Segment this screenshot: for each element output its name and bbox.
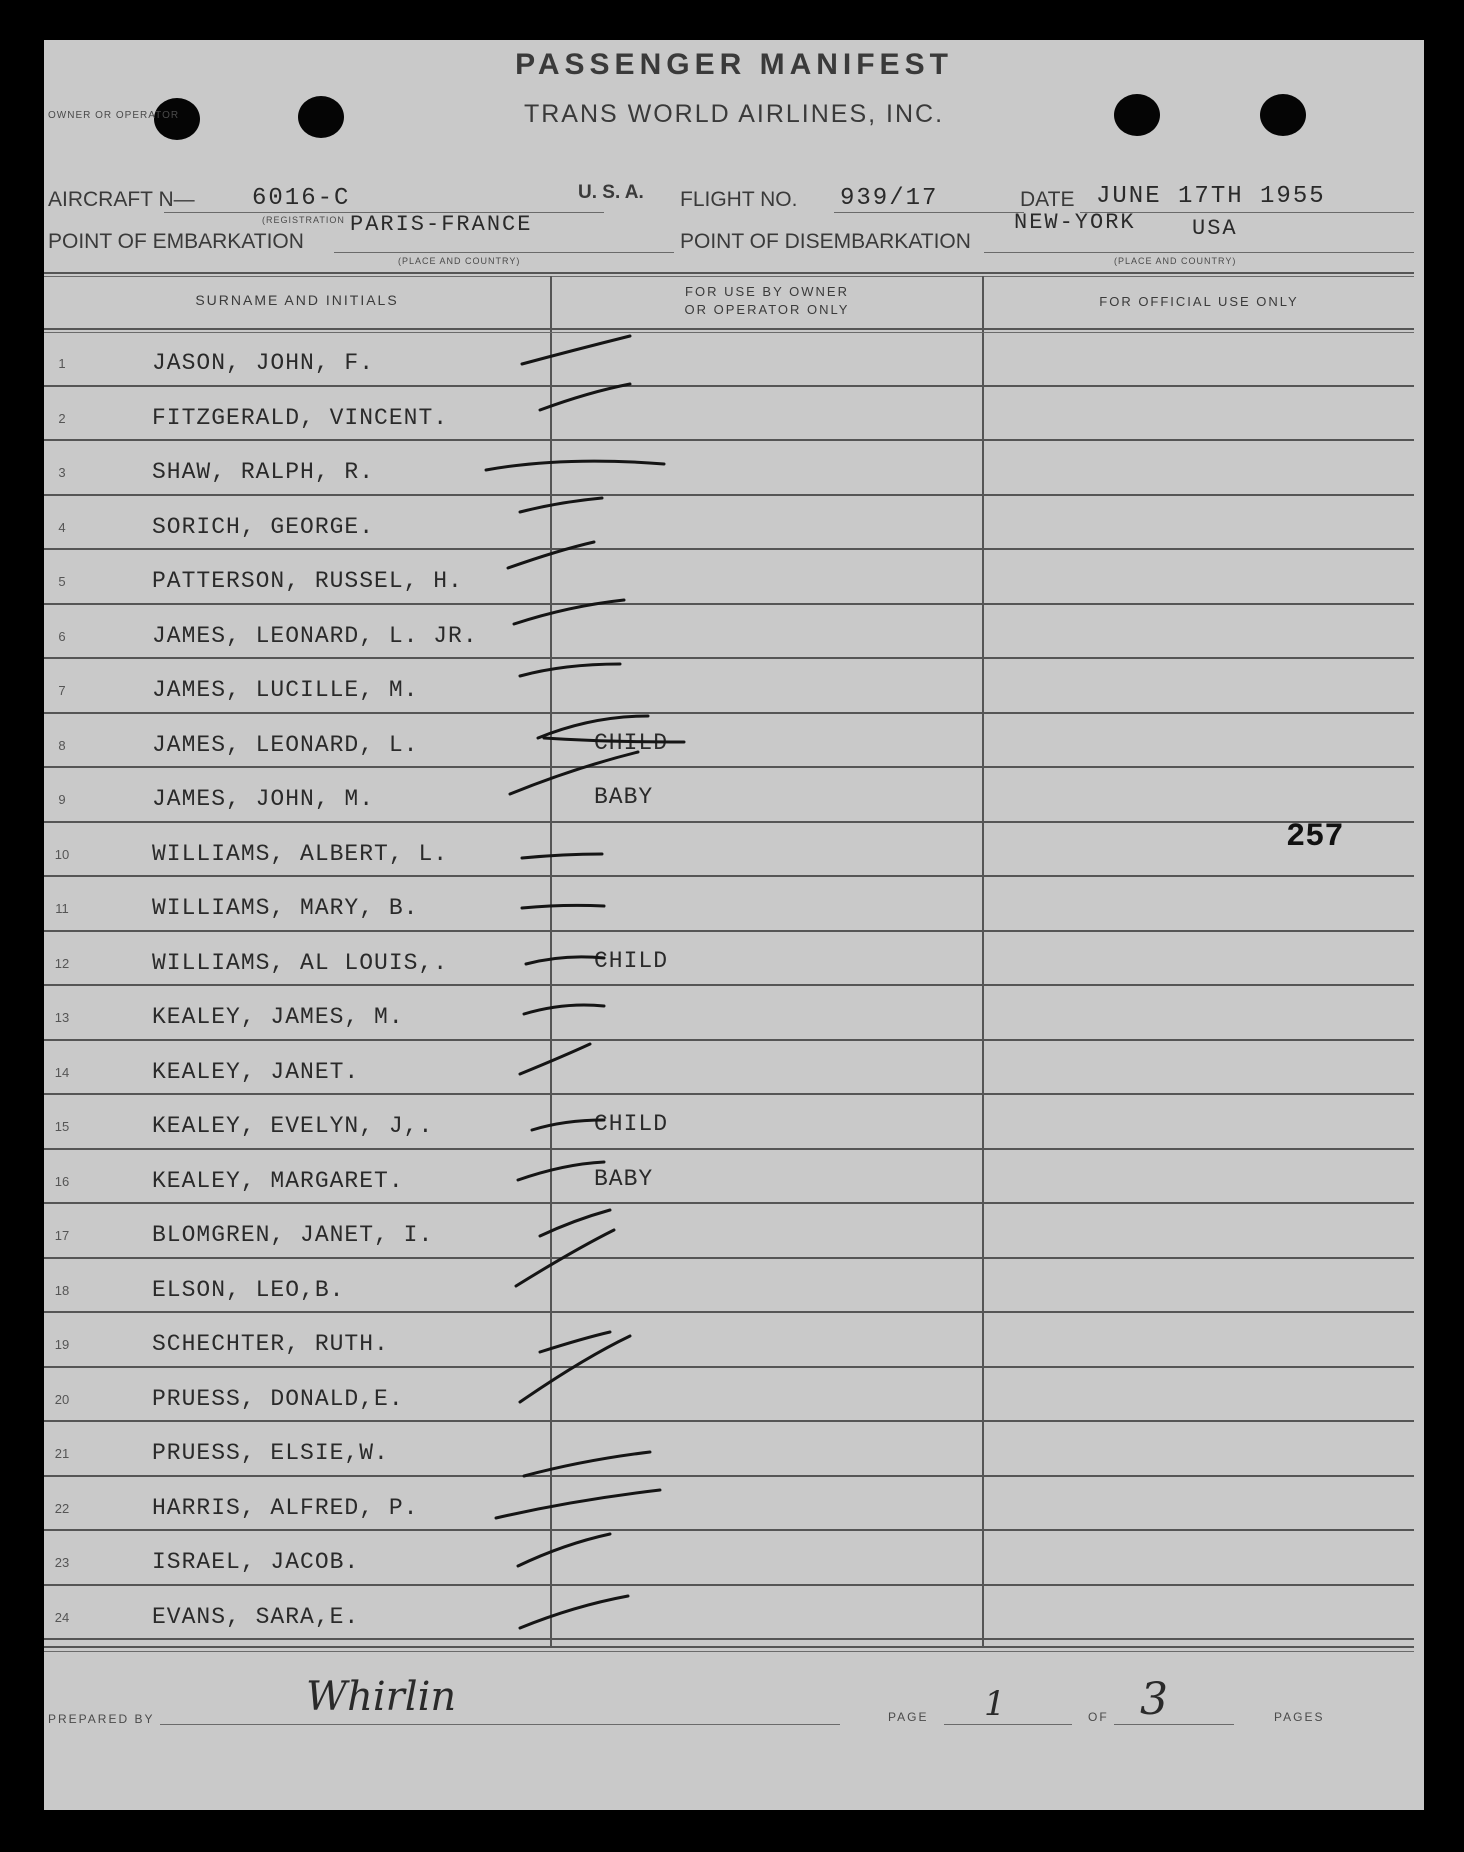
passenger-name: FITZGERALD, VINCENT.: [152, 404, 449, 431]
disembarkation-city: NEW-YORK: [1014, 210, 1136, 235]
passenger-name: HARRIS, ALFRED, P.: [152, 1494, 419, 1521]
check-mark: [522, 336, 630, 364]
row-number: 7: [58, 683, 66, 698]
passenger-note: CHILD: [594, 1111, 669, 1137]
check-mark: [520, 1044, 590, 1074]
date-label: DATE: [1020, 188, 1075, 211]
table-bottom-rule: [44, 1646, 1414, 1648]
row-number: 11: [55, 901, 69, 916]
page-underline: [944, 1724, 1072, 1725]
passenger-name: ELSON, LEO,B.: [152, 1276, 345, 1303]
column-header-owner-2: OR OPERATOR ONLY: [684, 302, 850, 317]
check-mark: [516, 1230, 614, 1286]
row-number: 24: [54, 1609, 70, 1625]
flight-value: 939/17: [840, 185, 939, 212]
registration-label: (REGISTRATION: [262, 215, 345, 225]
check-mark: [522, 854, 602, 858]
passenger-name: PRUESS, DONALD,E.: [152, 1385, 404, 1412]
check-mark: [520, 498, 602, 512]
form-title: PASSENGER MANIFEST: [515, 48, 953, 81]
owner-label: OWNER OR OPERATOR: [48, 110, 180, 121]
embarkation-label: POINT OF EMBARKATION: [48, 230, 304, 253]
check-mark: [510, 752, 638, 794]
airline-name: TRANS WORLD AIRLINES, INC.: [523, 100, 945, 128]
passenger-name: EVANS, SARA,E.: [152, 1603, 360, 1630]
passenger-note: BABY: [594, 784, 654, 810]
check-mark: [520, 1596, 628, 1628]
passenger-name: JAMES, LUCILLE, M.: [152, 677, 419, 703]
check-mark: [518, 1162, 604, 1180]
passenger-name: PATTERSON, RUSSEL, H.: [152, 568, 463, 594]
disembarkation-country: USA: [1192, 216, 1238, 241]
passenger-name: WILLIAMS, AL LOUIS,.: [152, 949, 449, 976]
row-number: 22: [54, 1500, 70, 1516]
check-marks: [44, 40, 1424, 1810]
nationality: U. S. A.: [578, 182, 644, 203]
check-mark: [518, 1534, 610, 1566]
row-number: 1: [58, 356, 66, 371]
table-bottom-rule-2: [44, 1651, 1414, 1652]
aircraft-value: 6016-C: [252, 185, 351, 212]
row-number: 6: [58, 628, 66, 644]
embarkation-value: PARIS-FRANCE: [350, 212, 533, 237]
disembarkation-place-label: (PLACE AND COUNTRY): [1114, 256, 1237, 266]
aircraft-label: AIRCRAFT N—: [48, 188, 195, 211]
row-number: 21: [54, 1446, 70, 1461]
of-value: 3: [1140, 1674, 1168, 1725]
passenger-note: CHILD: [594, 729, 669, 756]
check-mark: [522, 905, 604, 908]
passenger-name: WILLIAMS, MARY, B.: [152, 895, 419, 921]
passenger-name: WILLIAMS, ALBERT, L.: [152, 840, 449, 867]
row-number: 3: [58, 465, 66, 480]
passenger-name: KEALEY, EVELYN, J,.: [152, 1113, 434, 1139]
row-number: 9: [58, 792, 66, 807]
row-number: 10: [54, 846, 70, 862]
column-header-owner-1: FOR USE BY OWNER: [685, 284, 849, 299]
row-number: 18: [54, 1282, 70, 1298]
page-value: 1: [984, 1684, 1006, 1724]
passenger-name: KEALEY, MARGARET.: [152, 1167, 404, 1194]
row-number: 13: [54, 1010, 70, 1025]
of-label: OF: [1088, 1710, 1109, 1724]
row-number: 14: [54, 1064, 70, 1080]
passenger-name: JAMES, JOHN, M.: [152, 786, 375, 812]
row-number: 2: [58, 410, 66, 426]
check-mark: [540, 384, 630, 410]
passenger-name: BLOMGREN, JANET, I.: [152, 1222, 434, 1248]
check-mark: [514, 600, 624, 624]
row-number: 23: [54, 1555, 70, 1570]
prepared-by-underline: [160, 1724, 840, 1725]
passenger-name: SORICH, GEORGE.: [152, 513, 375, 540]
disembarkation-label: POINT OF DISEMBARKATION: [680, 230, 971, 253]
check-mark: [540, 1210, 610, 1236]
row-number: 16: [54, 1173, 70, 1189]
date-value: JUNE 17TH 1955: [1096, 183, 1326, 210]
row-number: 17: [54, 1228, 70, 1243]
check-mark: [532, 1120, 604, 1130]
prepared-by-signature: Whirlin: [306, 1674, 457, 1720]
check-mark: [544, 738, 684, 742]
passenger-note: CHILD: [594, 947, 669, 974]
passenger-name: SCHECHTER, RUTH.: [152, 1331, 389, 1357]
flight-label: FLIGHT NO.: [680, 188, 798, 211]
of-underline: [1114, 1724, 1234, 1725]
page-label: PAGE: [888, 1710, 929, 1724]
prepared-by-label: PREPARED BY: [48, 1712, 155, 1726]
check-mark: [538, 716, 648, 738]
check-mark: [496, 1490, 660, 1518]
column-header-official: FOR OFFICIAL USE ONLY: [1099, 294, 1299, 309]
pages-label: PAGES: [1274, 1710, 1325, 1724]
embarkation-place-label: (PLACE AND COUNTRY): [398, 256, 521, 266]
check-mark: [524, 1005, 604, 1014]
row-number: 5: [58, 574, 66, 589]
row-number: 15: [54, 1119, 70, 1134]
passenger-name: PRUESS, ELSIE,W.: [152, 1440, 389, 1466]
check-mark: [486, 461, 664, 470]
row-number: 4: [58, 519, 66, 535]
row-number: 8: [58, 737, 66, 753]
manifest-sheet: [44, 40, 1424, 1810]
row-number: 20: [54, 1391, 70, 1407]
passenger-name: KEALEY, JAMES, M.: [152, 1004, 404, 1030]
passenger-name: JAMES, LEONARD, L.: [152, 731, 419, 758]
passenger-name: JASON, JOHN, F.: [152, 350, 375, 376]
passenger-name: KEALEY, JANET.: [152, 1058, 360, 1085]
official-number-stamp: 257: [1286, 818, 1344, 855]
row-number: 19: [54, 1337, 70, 1352]
check-mark: [526, 957, 604, 964]
passenger-name: SHAW, RALPH, R.: [152, 459, 375, 485]
column-header-name: SURNAME AND INITIALS: [195, 292, 399, 308]
check-mark: [520, 1336, 630, 1402]
check-mark: [524, 1452, 650, 1476]
passenger-name: JAMES, LEONARD, L. JR.: [152, 622, 478, 649]
passenger-name: ISRAEL, JACOB.: [152, 1549, 360, 1575]
check-mark: [540, 1332, 610, 1352]
check-mark: [520, 664, 620, 676]
check-mark: [508, 542, 594, 568]
passenger-note: BABY: [594, 1165, 654, 1192]
row-number: 12: [54, 955, 70, 971]
